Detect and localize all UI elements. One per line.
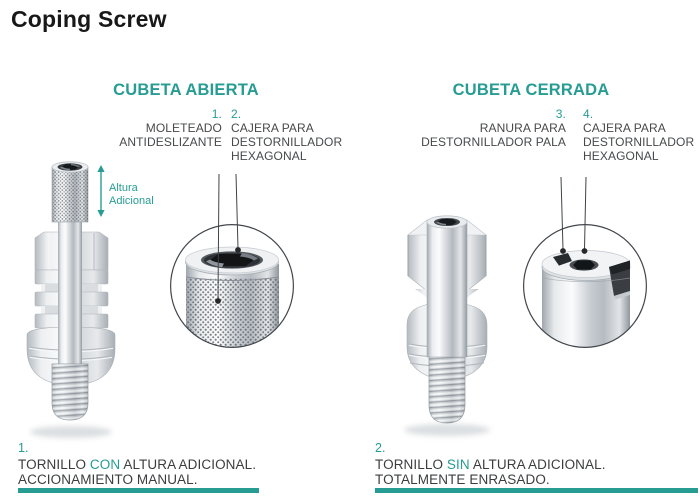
hex-socket xyxy=(573,260,595,269)
accent-bar-left xyxy=(18,488,259,493)
annotation-line: DESTORNILLADOR xyxy=(231,135,343,149)
annotation-number-2: 2. xyxy=(231,107,242,121)
annotation-number-3: 3. xyxy=(555,107,566,121)
screw-knurled-head xyxy=(52,162,88,222)
annotation-moleteado xyxy=(119,107,222,149)
annotation-number-1: 1. xyxy=(211,107,222,121)
caption-line2: ACCIONAMIENTO MANUAL. xyxy=(18,472,198,487)
caption-highlight: SIN xyxy=(446,456,470,472)
caption-text: ALTURA ADICIONAL. xyxy=(120,456,257,472)
annotation-line: CAJERA PARA xyxy=(231,121,314,135)
annotation-line: CAJERA PARA xyxy=(583,121,666,135)
screw-closed-tray-illustration xyxy=(395,195,515,445)
annotation-line: DESTORNILLADOR PALA xyxy=(421,135,566,149)
annotation-line: DESTORNILLADOR xyxy=(583,135,695,149)
annotation-line: HEXAGONAL xyxy=(231,149,307,163)
caption-highlight: CON xyxy=(89,456,121,472)
screw-shadow xyxy=(30,426,112,438)
screw-thread xyxy=(52,364,88,420)
caption-number: 1. xyxy=(18,441,29,455)
caption-text: TORNILLO xyxy=(18,456,90,472)
screw-thread xyxy=(429,356,465,423)
annotation-line: RANURA PARA xyxy=(479,121,566,135)
caption-line1 xyxy=(18,457,256,472)
section-title-cubeta-cerrada: CUBETA CERRADA xyxy=(452,81,610,99)
annotation-cajera-abierta xyxy=(231,107,342,163)
caption-line1 xyxy=(375,457,606,472)
caption-line2: TOTALMENTE ENRASADO. xyxy=(375,472,550,487)
detail-circle-knurled-head xyxy=(162,216,302,356)
annotation-cajera-cerrada xyxy=(583,107,694,163)
accent-bar-right xyxy=(375,488,698,493)
detail-circle-slotted-head xyxy=(515,216,655,356)
caption-number: 2. xyxy=(375,441,386,455)
annotation-number-4: 4. xyxy=(583,107,594,121)
page-title: Coping Screw xyxy=(11,6,167,32)
caption-text: TORNILLO xyxy=(375,456,447,472)
annotation-line: ANTIDESLIZANTE xyxy=(119,135,222,149)
screw-central-cylinder xyxy=(427,216,467,357)
screw-shaft xyxy=(58,219,82,368)
screw-open-tray-illustration xyxy=(20,155,140,445)
screw-shadow xyxy=(404,424,490,436)
caption-text: ALTURA ADICIONAL. xyxy=(469,456,606,472)
annotation-line: MOLETEADO xyxy=(145,121,222,135)
annotation-line: HEXAGONAL xyxy=(583,149,659,163)
annotation-ranura xyxy=(421,107,566,149)
dimension-label-line: Altura xyxy=(109,182,138,194)
section-title-cubeta-abierta: CUBETA ABIERTA xyxy=(113,81,259,99)
caption-con-altura xyxy=(18,441,256,488)
caption-sin-altura xyxy=(375,441,606,488)
dimension-label-line: Adicional xyxy=(109,195,154,207)
